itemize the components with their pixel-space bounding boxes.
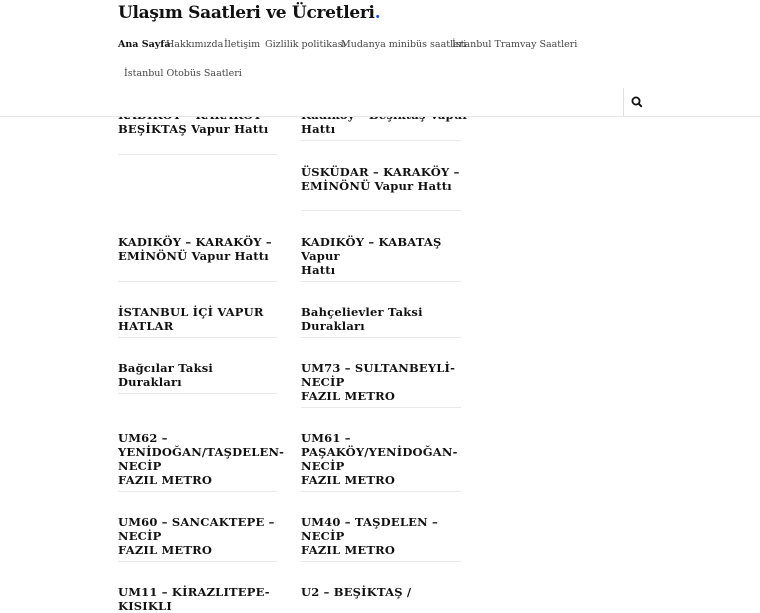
- post-link[interactable]: BEŞİKTAŞ Vapur Hattı: [118, 122, 269, 136]
- post-link[interactable]: Bağcılar Taksi Durakları: [118, 361, 213, 389]
- post-link[interactable]: UM40 – TAŞDELEN – NECİP FAZIL METRO: [301, 515, 438, 557]
- post-link[interactable]: U2 – BEŞİKTAŞ /: [301, 585, 412, 599]
- post-link[interactable]: Hattı: [301, 122, 336, 136]
- nav-item-about[interactable]: Hakkımızda: [166, 39, 224, 50]
- nav-item-mudanya[interactable]: Mudanya minibüs saatleri: [341, 39, 467, 50]
- title-dot: .: [374, 3, 381, 23]
- site-header: [0, 0, 760, 117]
- divider: [301, 407, 461, 408]
- nav-item-contact[interactable]: İletişim: [224, 39, 261, 50]
- divider: [301, 337, 461, 338]
- divider: [118, 281, 277, 282]
- post-link[interactable]: Bahçelievler Taksi Durakları: [301, 305, 423, 333]
- search-button[interactable]: [628, 93, 646, 111]
- divider: [118, 561, 277, 562]
- search-icon: [628, 93, 646, 111]
- post-link[interactable]: UM11 – KİRAZLITEPE-KISIKLI: [118, 585, 270, 613]
- divider: [118, 491, 277, 492]
- divider: [301, 281, 461, 282]
- search-separator: [623, 88, 624, 116]
- post-link[interactable]: ÜSKÜDAR – KARAKÖY – EMİNÖNÜ Vapur Hattı: [301, 165, 460, 193]
- nav-item-home[interactable]: Ana Sayfa: [118, 39, 171, 50]
- post-link[interactable]: UM61 – PAŞAKÖY/YENİDOĞAN-NECİP FAZIL METRO: [301, 431, 458, 487]
- nav-item-privacy[interactable]: Gizlilik politikası: [265, 39, 346, 50]
- divider: [301, 491, 461, 492]
- post-link[interactable]: İSTANBUL İÇİ VAPUR HATLAR: [118, 305, 264, 333]
- divider: [301, 140, 461, 141]
- post-link[interactable]: KADIKÖY – KABATAŞ Vapur Hattı: [301, 235, 442, 277]
- post-link[interactable]: UM62 – YENİDOĞAN/TAŞDELEN-NECİP FAZIL METRO: [118, 431, 285, 487]
- site-title[interactable]: Ulaşım Saatleri ve Ücretleri.: [118, 3, 381, 23]
- divider: [118, 154, 277, 155]
- divider: [301, 561, 461, 562]
- divider: [118, 337, 277, 338]
- post-link[interactable]: KADIKÖY – KARAKÖY – EMİNÖNÜ Vapur Hattı: [118, 235, 272, 263]
- divider: [118, 393, 277, 394]
- post-link[interactable]: UM73 – SULTANBEYLİ-NECİP FAZIL METRO: [301, 361, 456, 403]
- nav-item-bus[interactable]: İstanbul Otobüs Saatleri: [124, 68, 242, 79]
- nav-item-tram[interactable]: İstanbul Tramvay Saatleri: [452, 39, 578, 50]
- divider: [301, 210, 461, 211]
- post-link[interactable]: UM60 – SANCAKTEPE – NECİP FAZIL METRO: [118, 515, 275, 557]
